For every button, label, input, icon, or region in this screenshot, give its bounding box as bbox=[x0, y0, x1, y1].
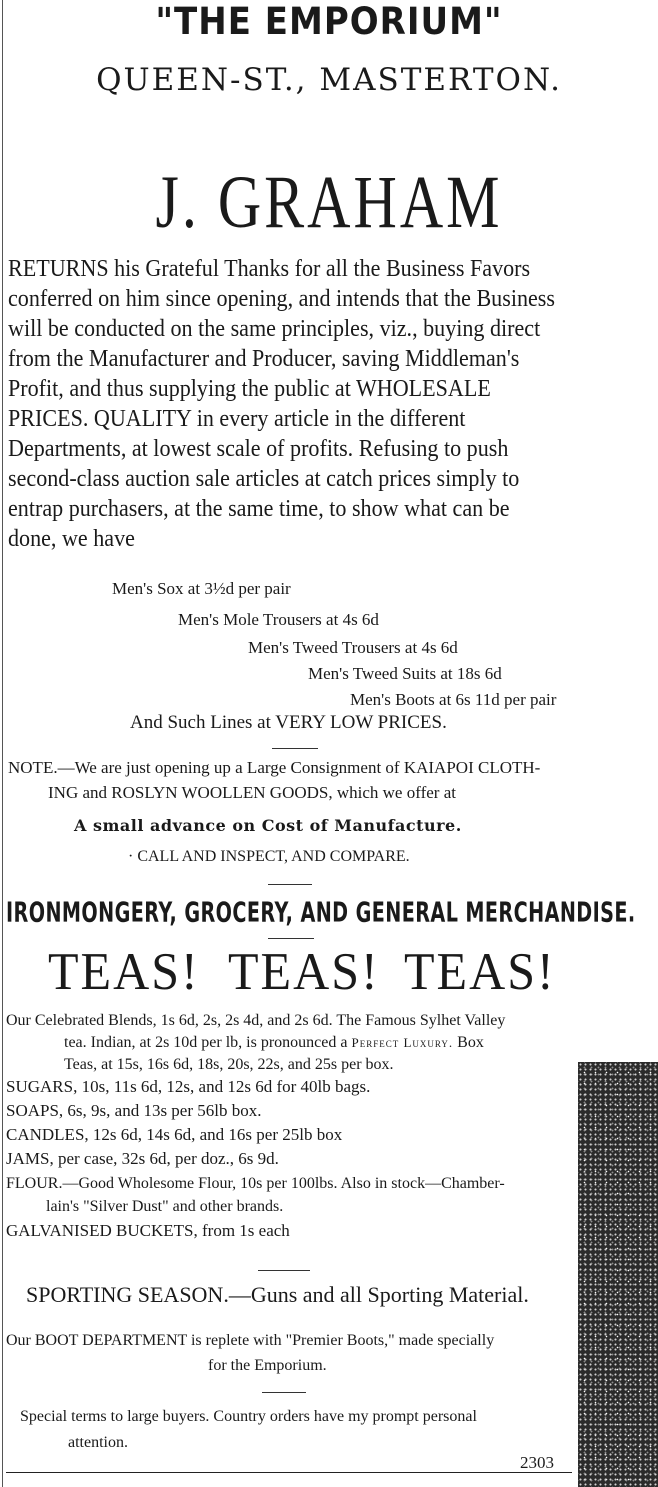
sporting-season-line: SPORTING SEASON.—Guns and all Sporting Material. bbox=[26, 1282, 529, 1307]
teas-desc-line-3: Teas, at 15s, 16s 6d, 18s, 20s, 22s, and 25s per box. bbox=[64, 1056, 394, 1073]
teas-heading: TEAS! bbox=[48, 941, 200, 1001]
terms-line-1: Special terms to large buyers. Country orders have my prompt personal bbox=[20, 1408, 477, 1425]
goods-line: GALVANISED BUCKETS, from 1s each bbox=[6, 1221, 290, 1240]
divider bbox=[268, 884, 312, 885]
note-line-1: NOTE.—We are just opening up a Large Consignment of KAIAPOI CLOTH- bbox=[8, 758, 541, 777]
boot-dept-line-1: Our BOOT DEPARTMENT is replete with "Premier Boots," made specially bbox=[6, 1332, 495, 1349]
goods-line: SUGARS, 10s, 11s 6d, 12s, and 12s 6d for 40lb bags. bbox=[6, 1077, 371, 1096]
low-prices-line: And Such Lines at VERY LOW PRICES. bbox=[130, 712, 447, 733]
intro-line: RETURNS his Grateful Thanks for all the Business Favors bbox=[8, 256, 531, 282]
boot-dept-line-2: for the Emporium. bbox=[208, 1357, 327, 1374]
teas-desc-text: tea. Indian, at 2s 10d per lb, is pronounced a bbox=[64, 1034, 348, 1051]
intro-line: second-class auction sale articles at catch prices simply to bbox=[8, 466, 520, 492]
ironmongery-heading: IRONMONGERY, GROCERY, AND GENERAL MERCHANDISE. bbox=[6, 896, 636, 929]
intro-line: conferred on him since opening, and intends that the Business bbox=[8, 286, 555, 312]
scan-noise-strip bbox=[578, 1062, 658, 1487]
divider bbox=[262, 1392, 306, 1393]
intro-line: done, we have bbox=[8, 526, 135, 552]
goods-line: JAMS, per case, 32s 6d, per doz., 6s 9d. bbox=[6, 1149, 279, 1168]
teas-desc-line-1: Our Celebrated Blends, 1s 6d, 2s, 2s 4d, and 2s 6d. The Famous Sylhet Valley bbox=[6, 1012, 506, 1029]
intro-line: Departments, at lowest scale of profits. Refusing to push bbox=[8, 436, 509, 462]
box-word: Box bbox=[457, 1034, 484, 1051]
price-item: Men's Sox at 3½d per pair bbox=[112, 579, 291, 598]
teas-desc-line-2 bbox=[64, 1032, 484, 1054]
note-line-2: ING and ROSLYN WOOLLEN GOODS, which we offer at bbox=[48, 783, 456, 802]
address-line: QUEEN-ST., MASTERTON. bbox=[96, 62, 562, 98]
intro-line: from the Manufacturer and Producer, saving Middleman's bbox=[8, 346, 520, 372]
price-item: Men's Mole Trousers at 4s 6d bbox=[178, 610, 379, 629]
advance-line: A small advance on Cost of Manufacture. bbox=[74, 816, 462, 835]
perfect-luxury: Perfect Luxury. bbox=[351, 1035, 454, 1050]
goods-line: lain's "Silver Dust" and other brands. bbox=[46, 1198, 284, 1215]
intro-line: Profit, and thus supplying the public at WHOLESALE bbox=[8, 376, 491, 402]
price-item: Men's Tweed Suits at 18s 6d bbox=[308, 664, 502, 683]
terms-line-2: attention. bbox=[68, 1434, 128, 1451]
divider bbox=[268, 938, 314, 939]
intro-line: PRICES. QUALITY in every article in the different bbox=[8, 406, 466, 432]
divider bbox=[272, 748, 318, 749]
intro-line: will be conducted on the same principles, viz., buying direct bbox=[8, 316, 541, 342]
goods-line: FLOUR.—Good Wholesome Flour, 10s per 100lbs. Also in stock—Chamber- bbox=[6, 1175, 505, 1192]
teas-heading: TEAS! bbox=[228, 941, 380, 1001]
emporium-title: "THE EMPORIUM" bbox=[155, 0, 503, 44]
price-item: Men's Tweed Trousers at 4s 6d bbox=[248, 638, 458, 657]
goods-line: SOAPS, 6s, 9s, and 13s per 56lb box. bbox=[6, 1101, 262, 1120]
proprietor-name: J. GRAHAM bbox=[155, 160, 503, 244]
call-inspect-line: · CALL AND INSPECT, AND COMPARE. bbox=[128, 848, 410, 865]
goods-line: CANDLES, 12s 6d, 14s 6d, and 16s per 25lb box bbox=[6, 1125, 343, 1144]
teas-heading: TEAS! bbox=[404, 941, 556, 1001]
ad-number: 2303 bbox=[520, 1453, 554, 1472]
intro-line: entrap purchasers, at the same time, to show what can be bbox=[8, 496, 510, 522]
intro-paragraph bbox=[8, 254, 620, 554]
divider bbox=[258, 1270, 310, 1271]
bottom-rule bbox=[6, 1472, 572, 1473]
price-item: Men's Boots at 6s 11d per pair bbox=[350, 690, 557, 709]
